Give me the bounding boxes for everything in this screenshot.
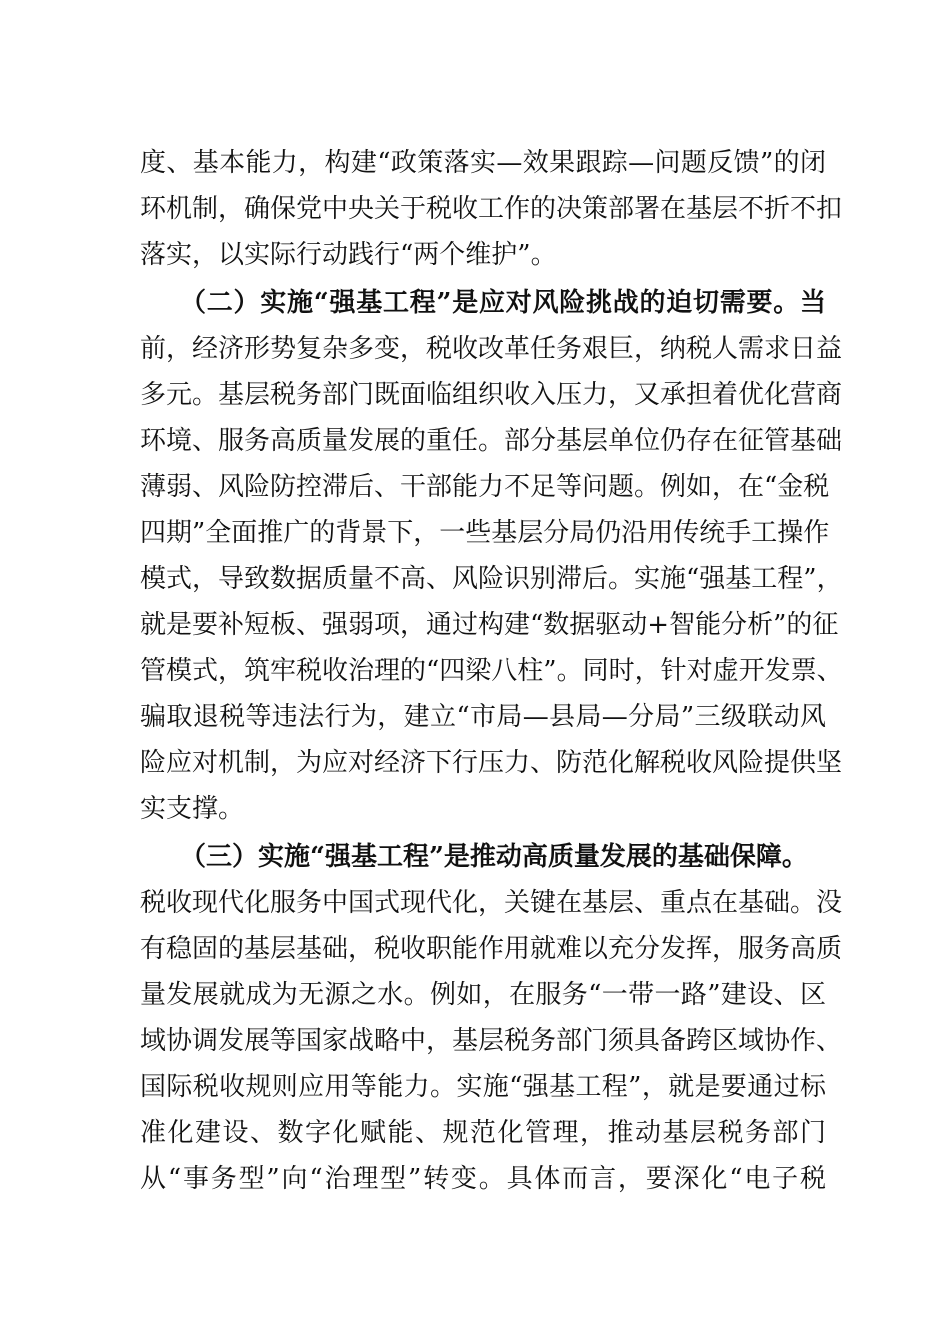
text-line: 度、基本能力，构建“政策落实—效果跟踪—问题反馈”的闭 bbox=[140, 148, 826, 178]
text-line: 环机制，确保党中央关于税收工作的决策部署在基层不折不扣 bbox=[140, 194, 843, 224]
text-line: 环境、服务高质量发展的重任。部分基层单位仍存在征管基础 bbox=[140, 426, 843, 456]
text-line: 落实，以实际行动践行“两个维护”。 bbox=[140, 240, 557, 270]
text-line: 域协调发展等国家战略中，基层税务部门须具备跨区域协作、 bbox=[140, 1026, 843, 1056]
text-line: 险应对机制，为应对经济下行压力、防范化解税收风险提供坚 bbox=[140, 748, 843, 778]
text-line: 前，经济形势复杂多变，税收改革任务艰巨，纳税人需求日益 bbox=[140, 334, 843, 364]
text-line: 薄弱、风险防控滞后、干部能力不足等问题。例如，在“金税 bbox=[140, 472, 830, 502]
text-line: 实支撑。 bbox=[140, 794, 245, 824]
section-heading-two: （二）实施“强基工程”是应对风险挑战的迫切需要。当 bbox=[180, 288, 826, 318]
text-line: 模式，导致数据质量不高、风险识别滞后。实施“强基工程”， bbox=[140, 564, 843, 594]
text-line: 多元。基层税务部门既面临组织收入压力，又承担着优化营商 bbox=[140, 380, 843, 410]
text-line: 管模式，筑牢税收治理的“四梁八柱”。同时，针对虚开发票、 bbox=[140, 656, 843, 686]
text-line: 量发展就成为无源之水。例如，在服务“一带一路”建设、区 bbox=[140, 980, 826, 1010]
section-heading-three: （三）实施“强基工程”是推动高质量发展的基础保障。 bbox=[180, 842, 808, 872]
text-line: 就是要补短板、强弱项，通过构建“数据驱动+智能分析”的征 bbox=[140, 610, 839, 640]
text-line: 国际税收规则应用等能力。实施“强基工程”，就是要通过标 bbox=[140, 1072, 826, 1102]
text-line: 四期”全面推广的背景下，一些基层分局仍沿用传统手工操作 bbox=[140, 518, 830, 548]
text-line: 从“事务型”向“治理型”转变。具体而言，要深化“电子税 bbox=[140, 1164, 826, 1194]
text-line: 有稳固的基层基础，税收职能作用就难以充分发挥，服务高质 bbox=[140, 934, 843, 964]
text-line: 骗取退税等违法行为，建立“市局—县局—分局”三级联动风 bbox=[140, 702, 826, 732]
text-line: 税收现代化服务中国式现代化，关键在基层、重点在基础。没 bbox=[140, 888, 843, 918]
text-line: 准化建设、数字化赋能、规范化管理，推动基层税务部门 bbox=[140, 1118, 826, 1148]
